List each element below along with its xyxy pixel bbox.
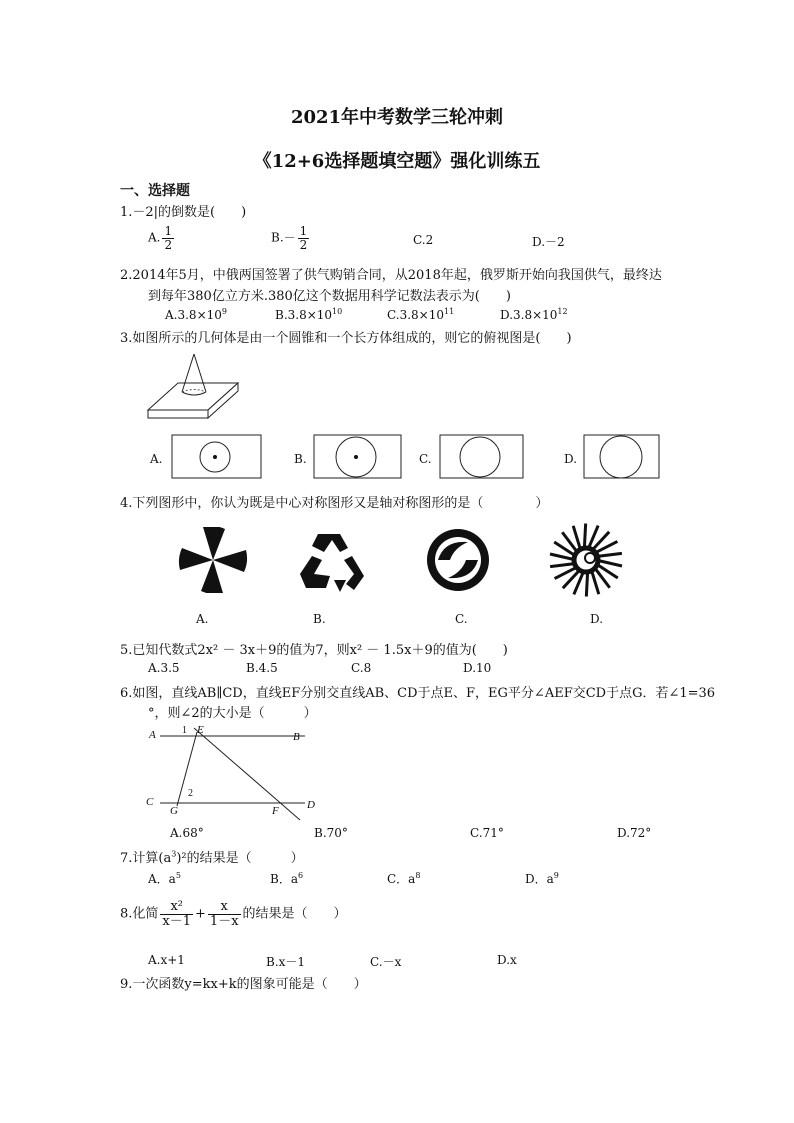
- point-label-g: G: [170, 805, 178, 817]
- point-label-c: C: [146, 796, 154, 808]
- question-7-stem: 7.计算$(a^3)^2$的结果是（ ）: [120, 849, 304, 866]
- pinwheel-figure: [178, 527, 248, 593]
- question-6-line2: °，则∠2的大小是（ ）: [148, 706, 317, 721]
- question-3-stem: 3.如图所示的几何体是由一个圆锥和一个长方体组成的，则它的俯视图是( ): [120, 331, 572, 346]
- point-label-f: F: [272, 805, 279, 817]
- q5-option-b: B.4.5: [246, 661, 278, 675]
- q5-option-a: A.3.5: [148, 661, 180, 675]
- page-subtitle: 《12+6选择题填空题》强化训练五: [253, 151, 541, 172]
- question-5-stem: 5.已知代数式2x² － 3x＋9的值为7，则x² － 1.5x＋9的值为( ): [120, 643, 508, 658]
- q3-option-d-label: D.: [564, 452, 578, 466]
- ring-emblem-figure: [424, 526, 492, 594]
- q2-option-d: $D.3.8\times 10^{12}$: [500, 307, 568, 322]
- q4-option-d: D.: [590, 612, 604, 626]
- q1-option-c: C.2: [413, 233, 434, 247]
- q6-option-d: D.72°: [617, 826, 652, 840]
- q6-option-b: B.70°: [314, 826, 348, 840]
- q3-option-d-figure: [583, 434, 661, 480]
- q4-option-a: A.: [196, 612, 209, 626]
- question-4-stem: 4.下列图形中，你认为既是中心对称图形又是轴对称图形的是（ ）: [120, 496, 549, 511]
- point-label-b: B: [293, 731, 300, 743]
- q4-option-b: B.: [313, 612, 326, 626]
- q1-option-b: B.－ $\frac{1}{2}$: [271, 224, 308, 252]
- q3-option-a-figure: [171, 434, 263, 480]
- point-label-a: A: [149, 729, 156, 741]
- point-label-e: E: [197, 724, 204, 736]
- q2-option-c: $C.3.8\times 10^{11}$: [387, 307, 455, 322]
- q6-option-a: A.68°: [170, 826, 204, 840]
- parallel-lines-figure: [140, 720, 320, 824]
- q6-option-c: C.71°: [470, 826, 504, 840]
- q8-option-a: A.x+1: [148, 953, 185, 967]
- q7-option-c: C．$a^8$: [387, 871, 421, 886]
- q2-option-b: $B.3.8\times 10^{10}$: [275, 307, 343, 322]
- spiral-wheel-figure: [548, 522, 624, 598]
- q3-option-c-figure: [439, 434, 525, 480]
- page-title: 2021年中考数学三轮冲刺: [290, 107, 504, 128]
- q5-option-c: C.8: [351, 661, 372, 675]
- q3-option-b-figure: [313, 434, 403, 480]
- question-6-line1: 6.如图，直线AB∥CD，直线EF分别交直线AB、CD于点E、F，EG平分∠AEF交CD于点G．若∠1=36: [120, 686, 716, 701]
- question-1-stem: 1.－2|的倒数是( ): [120, 205, 247, 220]
- q5-option-d: D.10: [463, 661, 492, 675]
- geometry-solid-figure: [145, 350, 245, 422]
- angle-label-1: 1: [182, 725, 187, 736]
- point-label-d: D: [307, 799, 315, 811]
- q2-option-a: $A.3.8\times 10^9$: [165, 307, 227, 322]
- q7-option-a: A．$a^5$: [148, 871, 181, 886]
- question-2-line1: 2.2014年5月，中俄两国签署了供气购销合同，从2018年起，俄罗斯开始向我国供气，最终达: [120, 268, 662, 283]
- question-9-stem: 9.一次函数y=kx+k的图象可能是（ ）: [120, 977, 367, 992]
- section-heading: 一、选择题: [120, 183, 190, 199]
- q7-option-b: B．$a^6$: [270, 871, 304, 886]
- question-2-line2: 到每年380亿立方米.380亿这个数据用科学记数法表示为( ): [148, 289, 511, 304]
- question-8-stem: 8.化简 $\frac{\text{x²}}{x-1}$ + $\frac{x}{1-x}$ 的结果是（ ）: [120, 899, 347, 929]
- q3-option-c-label: C.: [419, 452, 432, 466]
- q1-option-a: A. $\frac{1}{2}$: [148, 224, 173, 252]
- q3-option-a-label: A.: [150, 452, 163, 466]
- q8-option-c: C.－x: [370, 955, 402, 969]
- q7-option-d: D．$a^9$: [525, 871, 559, 886]
- q8-option-d: D.x: [497, 953, 517, 967]
- q3-option-b-label: B.: [294, 452, 307, 466]
- angle-label-2: 2: [188, 788, 193, 799]
- q8-option-b: B.x－1: [266, 955, 306, 969]
- recycle-figure: [296, 530, 366, 594]
- q1-option-d: D.－2: [532, 235, 565, 249]
- q4-option-c: C.: [455, 612, 468, 626]
